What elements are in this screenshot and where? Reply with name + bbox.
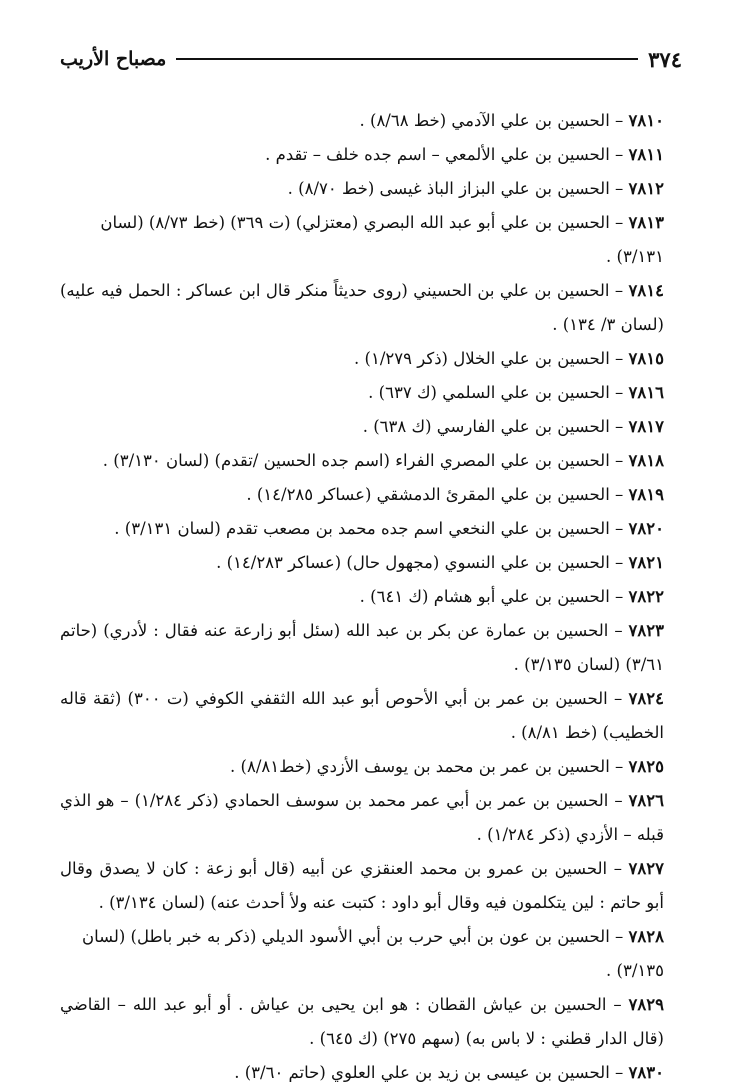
entry-number: ٧٨١٧ <box>628 417 664 436</box>
entry-7817: ٧٨١٧ – الحسين بن علي الفارسي (ك ٦٣٨) . <box>362 417 664 436</box>
entry-number: ٧٨٣٠ <box>628 1063 664 1082</box>
entry-7818: ٧٨١٨ – الحسين بن علي المصري الفراء (اسم جده الحسين /تقدم) (لسان ٣/١٣٠) . <box>102 451 664 470</box>
entry-number: ٧٨١٠ <box>628 111 664 130</box>
entry-7811: ٧٨١١ – الحسين بن علي الألمعي – اسم جده خلف – تقدم . <box>265 145 664 164</box>
entry-number: ٧٨١٦ <box>628 383 664 402</box>
entry-text: الحسين بن علي النخعي اسم جده محمد بن مصعب تقدم (لسان ٣/١٣١) . <box>114 519 610 538</box>
entry-7824: ٧٨٢٤ – الحسين بن عمر بن أبي الأحوص أبو عبد الله الثقفي الكوفي (ت ٣٠٠) (ثقة قاله الخطيب) (خط ٨/٨١) . <box>60 689 664 742</box>
entry-number: ٧٨١٥ <box>628 349 664 368</box>
entry-number: ٧٨٢٠ <box>628 519 664 538</box>
entry-7830: ٧٨٣٠ – الحسين بن عيسى بن زيد بن علي العلوي (حاتم ٣/٦٠) . <box>234 1063 664 1082</box>
entry-text: الحسين بن عمارة عن بكر بن عبد الله (سئل أبو زارعة عنه فقال : لأدري) (حاتم ٣/٦١) (لسان ٣/١٣٥) . <box>60 621 664 674</box>
entry-7827: ٧٨٢٧ – الحسين بن عمرو بن محمد العنقزي عن أبيه (قال أبو زعة : كان لا يصدق وقال أبو حاتم : لين يتكلمون فيه وقال أبو داود : كتبت عنه ولأ أحدث عنه) (لسان ٣/١٣٤) . <box>60 859 664 912</box>
entry-7823: ٧٨٢٣ – الحسين بن عمارة عن بكر بن عبد الله (سئل أبو زارعة عنه فقال : لأدري) (حاتم ٣/٦١) (لسان ٣/١٣٥) . <box>60 621 664 674</box>
entry-text: الحسين بن علي الخلال (ذكر ١/٢٧٩) . <box>354 349 610 368</box>
entry-number: ٧٨١٢ <box>628 179 664 198</box>
entry-text: الحسين بن علي المقرئ الدمشقي (عساكر ١٤/٢٨٥) . <box>246 485 610 504</box>
entry-text: الحسين بن علي أبو هشام (ك ٦٤١) . <box>359 587 610 606</box>
entry-text: الحسين بن عمر بن محمد بن يوسف الأزدي (خط٨/٨١) . <box>230 757 610 776</box>
entry-text: الحسين بن عمر بن أبي الأحوص أبو عبد الله الثقفي الكوفي (ت ٣٠٠) (ثقة قاله الخطيب) (خط ٨/٨١) . <box>60 689 664 742</box>
entry-7816: ٧٨١٦ – الحسين بن علي السلمي (ك ٦٣٧) . <box>368 383 664 402</box>
entry-7810: ٧٨١٠ – الحسين بن علي الآدمي (خط ٨/٦٨) . <box>359 111 664 130</box>
entry-number: ٧٨٢٨ <box>628 927 664 946</box>
entry-text: الحسين بن عيسى بن زيد بن علي العلوي (حاتم ٣/٦٠) . <box>234 1063 610 1082</box>
entry-7825: ٧٨٢٥ – الحسين بن عمر بن محمد بن يوسف الأزدي (خط٨/٨١) . <box>230 757 664 776</box>
entry-text: الحسين بن عون بن أبي حرب بن أبي الأسود الديلي (ذكر به خبر باطل) (لسان ٣/١٣٥) . <box>81 927 664 980</box>
entry-7812: ٧٨١٢ – الحسين بن علي البزاز الباذ غيسى (خط ٨/٧٠) . <box>287 179 664 198</box>
entry-number: ٧٨٢٢ <box>628 587 664 606</box>
entry-7829: ٧٨٢٩ – الحسين بن عياش القطان : هو ابن يحيى بن عياش . أو أبو عبد الله – القاضي (قال الدار قطني : لا باس به) (سهم ٢٧٥) (ك ٦٤٥) . <box>60 995 664 1048</box>
entry-number: ٧٨٢٦ <box>628 791 664 810</box>
entry-text: الحسين بن عمرو بن محمد العنقزي عن أبيه (قال أبو زعة : كان لا يصدق وقال أبو حاتم : لين يتكلمون فيه وقال أبو داود : كتبت عنه ولأ أحدث عنه) (لسان ٣/١٣٤) . <box>60 859 664 912</box>
entry-7813: ٧٨١٣ – الحسين بن علي أبو عبد الله البصري (معتزلي) (ت ٣٦٩) (خط ٨/٧٣) (لسان ٣/١٣١) . <box>100 213 664 266</box>
entry-7820: ٧٨٢٠ – الحسين بن علي النخعي اسم جده محمد بن مصعب تقدم (لسان ٣/١٣١) . <box>114 519 664 538</box>
entry-text: الحسين بن علي الألمعي – اسم جده خلف – تقدم . <box>265 145 610 164</box>
entry-text: الحسين بن عمر بن أبي عمر محمد بن سوسف الحمادي (ذكر ١/٢٨٤) – هو الذي قبله – الأزدي (ذكر ١/٢٨٤) . <box>60 791 664 844</box>
entry-number: ٧٨١٩ <box>628 485 664 504</box>
entry-text: الحسين بن علي بن الحسيني (روى حديثاً منكر قال ابن عساكر : الحمل فيه عليه) (لسان ٣/ ١٣٤) . <box>60 281 664 334</box>
entry-list <box>60 104 682 1090</box>
entry-text: الحسين بن علي الآدمي (خط ٨/٦٨) . <box>359 111 610 130</box>
entry-number: ٧٨٢١ <box>628 553 664 572</box>
entry-number: ٧٨١١ <box>628 145 664 164</box>
header-rule <box>176 58 638 60</box>
entry-text: الحسين بن علي النسوي (مجهول حال) (عساكر ١٤/٢٨٣) . <box>216 553 610 572</box>
entry-7814: ٧٨١٤ – الحسين بن علي بن الحسيني (روى حديثاً منكر قال ابن عساكر : الحمل فيه عليه) (لسان ٣/ ١٣٤) . <box>60 281 664 334</box>
entry-7815: ٧٨١٥ – الحسين بن علي الخلال (ذكر ١/٢٧٩) . <box>354 349 664 368</box>
page-number: ٣٧٤ <box>648 46 682 72</box>
entry-7821: ٧٨٢١ – الحسين بن علي النسوي (مجهول حال) (عساكر ١٤/٢٨٣) . <box>216 553 664 572</box>
entry-text: الحسين بن علي البزاز الباذ غيسى (خط ٨/٧٠) . <box>287 179 610 198</box>
entry-7822: ٧٨٢٢ – الحسين بن علي أبو هشام (ك ٦٤١) . <box>359 587 664 606</box>
entry-7826: ٧٨٢٦ – الحسين بن عمر بن أبي عمر محمد بن سوسف الحمادي (ذكر ١/٢٨٤) – هو الذي قبله – الأزدي (ذكر ١/٢٨٤) . <box>60 791 664 844</box>
entry-text: الحسين بن علي الفارسي (ك ٦٣٨) . <box>362 417 610 436</box>
entry-number: ٧٨٢٥ <box>628 757 664 776</box>
entry-7828: ٧٨٢٨ – الحسين بن عون بن أبي حرب بن أبي الأسود الديلي (ذكر به خبر باطل) (لسان ٣/١٣٥) . <box>81 927 664 980</box>
entry-number: ٧٨٢٩ <box>628 995 664 1014</box>
entry-text: الحسين بن عياش القطان : هو ابن يحيى بن عياش . أو أبو عبد الله – القاضي (قال الدار قطني : لا باس به) (سهم ٢٧٥) (ك ٦٤٥) . <box>60 995 664 1048</box>
entry-text: الحسين بن علي السلمي (ك ٦٣٧) . <box>368 383 610 402</box>
entry-number: ٧٨٢٧ <box>628 859 664 878</box>
entry-text: الحسين بن علي المصري الفراء (اسم جده الحسين /تقدم) (لسان ٣/١٣٠) . <box>102 451 610 470</box>
entry-number: ٧٨١٤ <box>628 281 664 300</box>
entry-number: ٧٨٢٤ <box>628 689 664 708</box>
book-title: مصباح الأريب <box>60 48 167 70</box>
entry-number: ٧٨٢٣ <box>628 621 664 640</box>
entry-7819: ٧٨١٩ – الحسين بن علي المقرئ الدمشقي (عساكر ١٤/٢٨٥) . <box>246 485 664 504</box>
page-header <box>60 42 682 76</box>
entry-number: ٧٨١٨ <box>628 451 664 470</box>
entry-text: الحسين بن علي أبو عبد الله البصري (معتزلي) (ت ٣٦٩) (خط ٨/٧٣) (لسان ٣/١٣١) . <box>100 213 664 266</box>
entry-number: ٧٨١٣ <box>628 213 664 232</box>
